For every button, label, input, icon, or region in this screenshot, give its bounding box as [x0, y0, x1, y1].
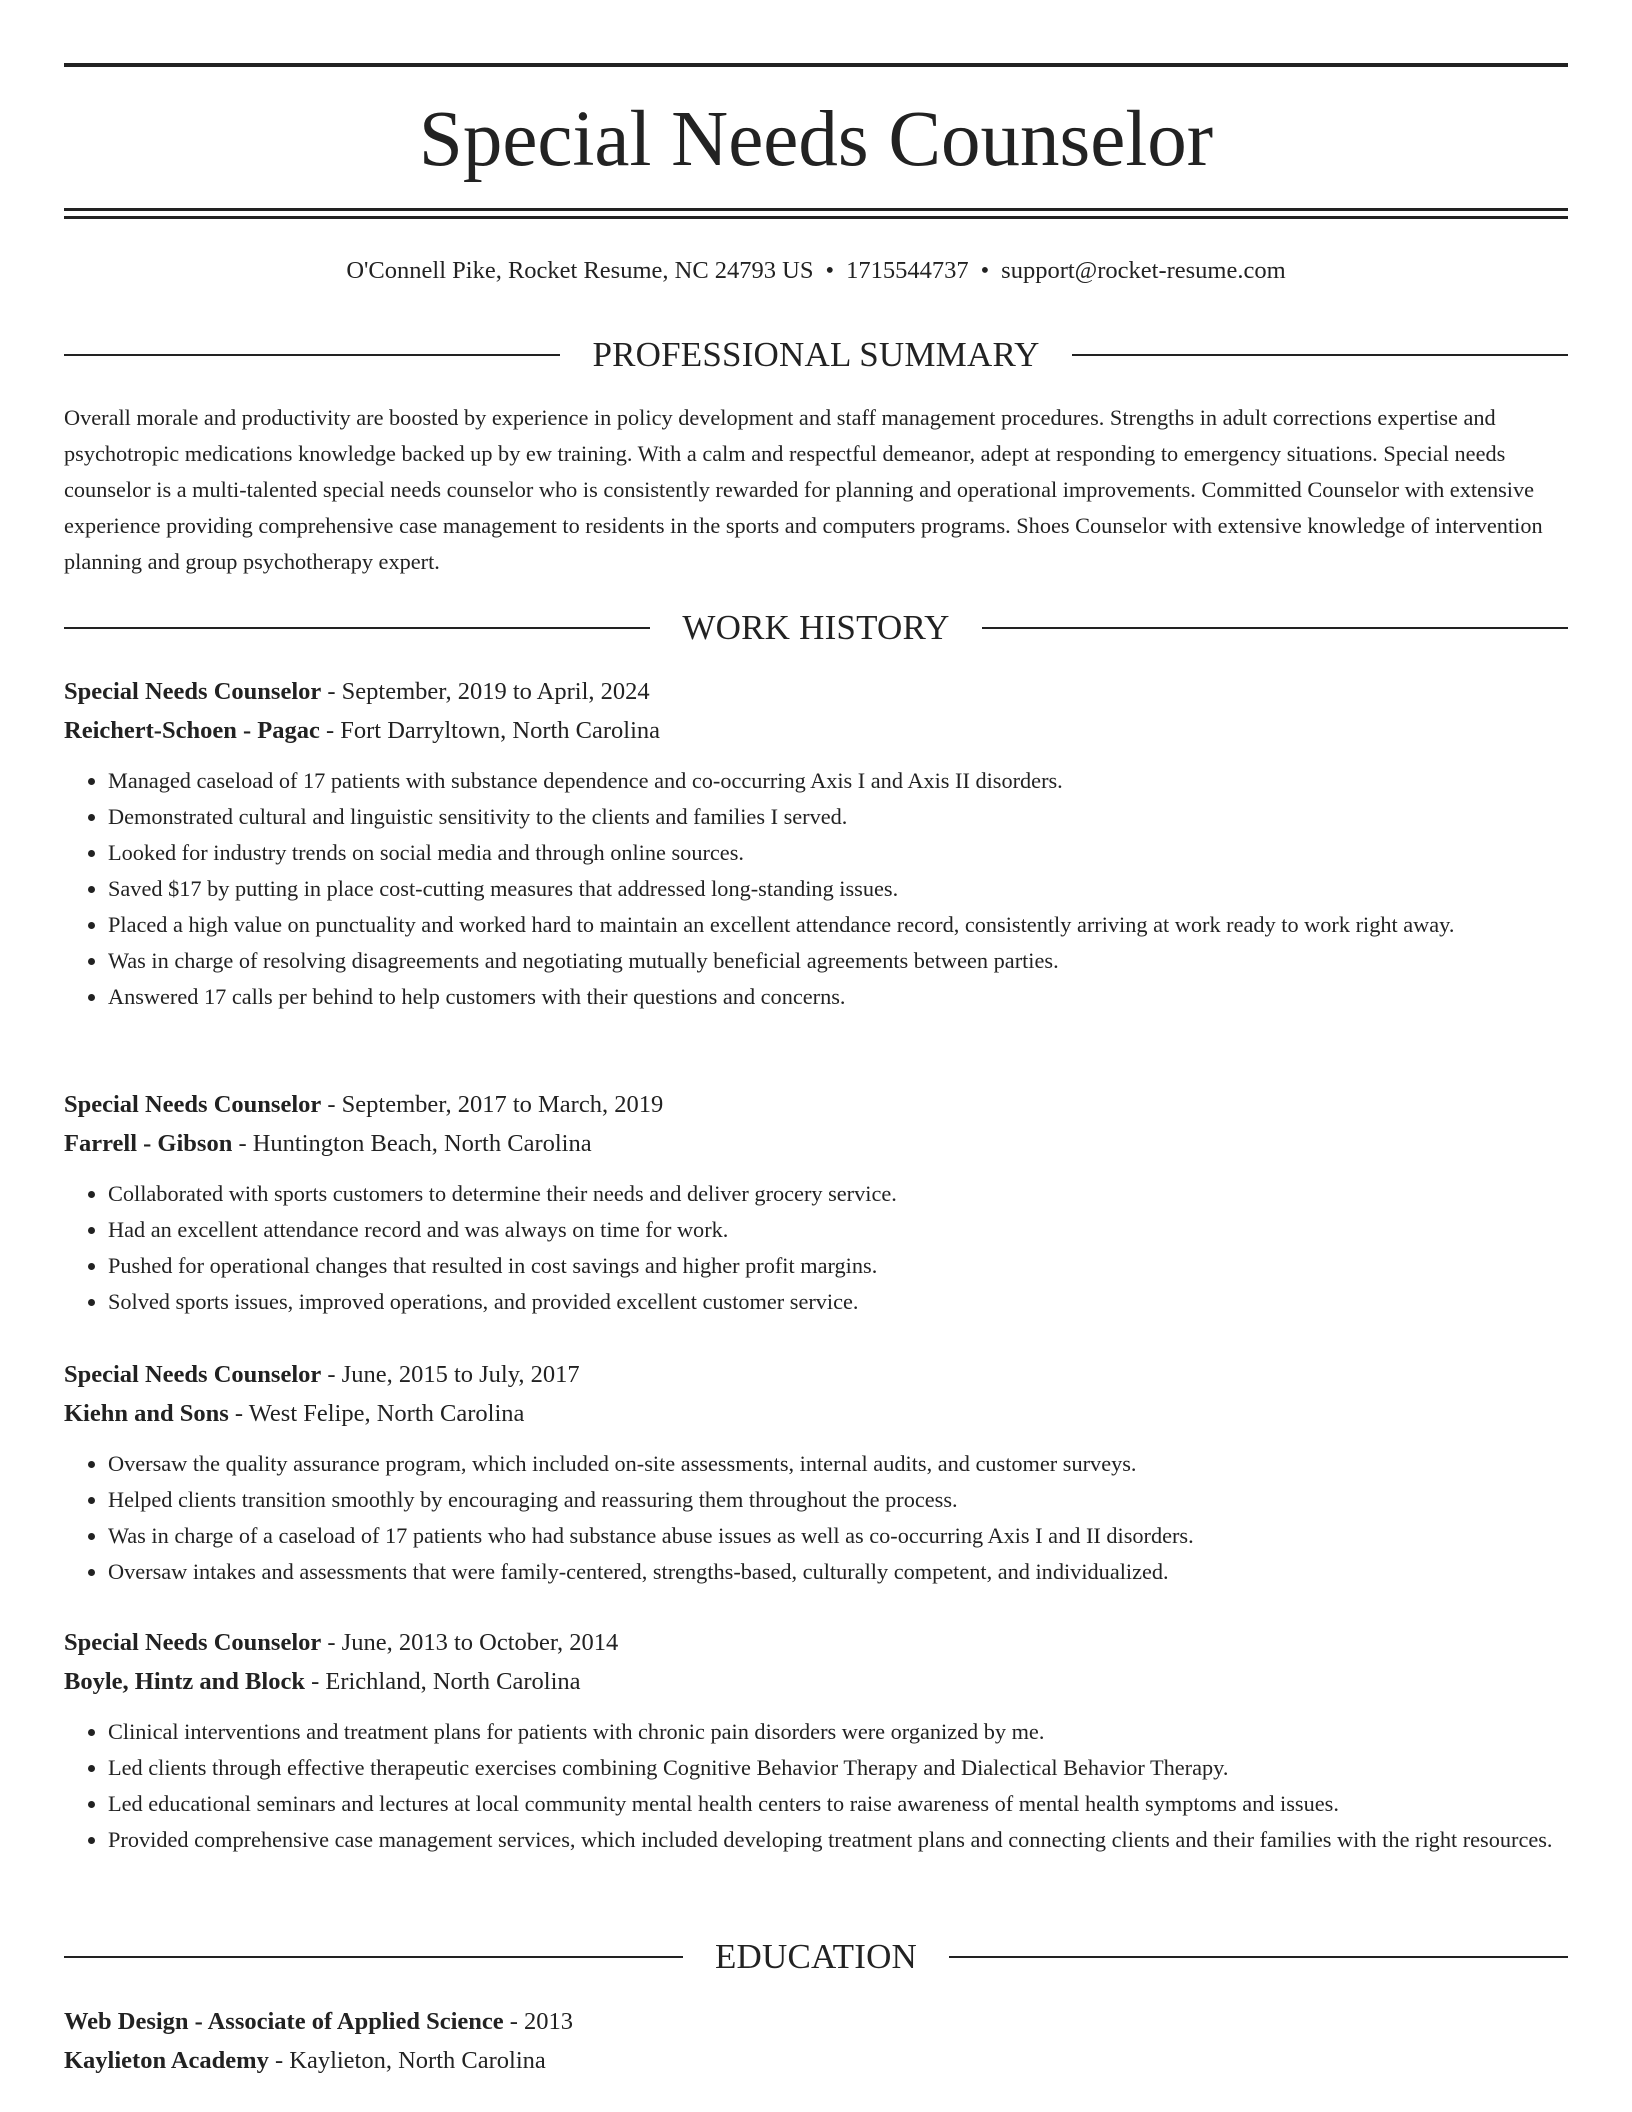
job-company: Reichert-Schoen - Pagac	[64, 717, 320, 744]
job-entry	[64, 1623, 1568, 1858]
work-heading: WORK HISTORY	[682, 608, 950, 647]
job-bullet: • Provided comprehensive case management services, which included developing treatment plans and connecting clients and their families with the right resources.	[108, 1822, 1568, 1858]
job-bullet: • Was in charge of a caseload of 17 patients who had substance abuse issues as well as co-occurring Axis I and II disorders.	[108, 1518, 1568, 1554]
job-bullet: • Oversaw the quality assurance program, which included on-site assessments, internal audits, and customer surveys.	[108, 1446, 1568, 1482]
contact-separator: •	[825, 257, 835, 284]
job-location: - Erichland, North Carolina	[304, 1668, 581, 1695]
top-rule	[64, 63, 1568, 67]
education-degree: Web Design - Associate of Applied Science	[64, 2008, 504, 2035]
contact-address: O'Connell Pike, Rocket Resume, NC 24793 US	[346, 257, 814, 284]
job-bullet: • Solved sports issues, improved operations, and provided excellent customer service.	[108, 1284, 1568, 1320]
job-bullets	[64, 763, 1568, 1015]
job-location: - Fort Darryltown, North Carolina	[319, 717, 661, 744]
job-bullets	[64, 1714, 1568, 1858]
heading-rule-left	[64, 1956, 683, 1958]
job-bullet: • Looked for industry trends on social media and through online sources.	[108, 835, 1568, 871]
title-double-rule-upper	[64, 208, 1568, 211]
job-bullets	[64, 1176, 1568, 1320]
job-company-line	[64, 1662, 1568, 1701]
page-title: Special Needs Counselor	[418, 96, 1214, 183]
contact-line	[64, 254, 1568, 288]
education-heading: EDUCATION	[714, 1937, 918, 1976]
education-section-heading	[64, 1935, 1568, 1979]
job-company: Boyle, Hintz and Block	[64, 1668, 305, 1695]
job-company: Farrell - Gibson	[64, 1130, 233, 1157]
job-bullet: • Placed a high value on punctuality and worked hard to maintain an excellent attendance record, consistently arriving at work ready to work right away.	[108, 907, 1568, 943]
contact-phone: 1715544737	[846, 257, 969, 284]
job-entry	[64, 1355, 1568, 1590]
job-bullet: • Managed caseload of 17 patients with substance dependence and co-occurring Axis I and Axis II disorders.	[108, 763, 1568, 799]
job-bullet: • Had an excellent attendance record and was always on time for work.	[108, 1212, 1568, 1248]
job-bullet: • Collaborated with sports customers to determine their needs and deliver grocery service.	[108, 1176, 1568, 1212]
education-school-line	[64, 2041, 1568, 2080]
contact-email: support@rocket-resume.com	[1001, 257, 1286, 284]
job-bullet: • Oversaw intakes and assessments that were family-centered, strengths-based, culturally competent, and individualized.	[108, 1554, 1568, 1590]
contact-separator: •	[980, 257, 990, 284]
job-bullet: • Led clients through effective therapeutic exercises combining Cognitive Behavior Therapy and Dialectical Behavior Therapy.	[108, 1750, 1568, 1786]
education-location: - Kaylieton, North Carolina	[268, 2047, 546, 2074]
job-location: - West Felipe, North Carolina	[228, 1400, 525, 1427]
heading-rule-left	[64, 354, 560, 356]
heading-rule-right	[949, 1956, 1568, 1958]
education-entry	[64, 2002, 1568, 2080]
summary-text: Overall morale and productivity are boosted by experience in policy development and staff management procedures. Strengths in adult corrections expertise and psychotropic medications knowledge backed up by ew training. With a calm and respectful demeanor, adept at responding to emergency situations. Special needs counselor is a multi-talented special needs counselor who is consistently rewarded for planning and operational improvements. Committed Counselor with extensive experience providing comprehensive case management to residents in the sports and computers programs. Shoes Counselor with extensive knowledge of intervention planning and group psychotherapy expert.	[64, 405, 1543, 574]
job-entry	[64, 672, 1568, 1015]
job-title-line	[64, 1085, 1568, 1124]
heading-rule-left	[64, 627, 650, 629]
education-degree-line	[64, 2002, 1568, 2041]
job-bullet: • Saved $17 by putting in place cost-cutting measures that addressed long-standing issues.	[108, 871, 1568, 907]
job-company-line	[64, 1394, 1568, 1433]
job-dates: - June, 2015 to July, 2017	[321, 1361, 580, 1388]
job-bullet: • Demonstrated cultural and linguistic sensitivity to the clients and families I served.	[108, 799, 1568, 835]
job-title: Special Needs Counselor	[64, 678, 322, 705]
job-company: Kiehn and Sons	[64, 1400, 229, 1427]
job-bullet: • Led educational seminars and lectures at local community mental health centers to raise awareness of mental health symptoms and issues.	[108, 1786, 1568, 1822]
job-company-line	[64, 711, 1568, 750]
job-bullet: • Was in charge of resolving disagreements and negotiating mutually beneficial agreements between parties.	[108, 943, 1568, 979]
job-title-line	[64, 672, 1568, 711]
job-title: Special Needs Counselor	[64, 1091, 322, 1118]
job-bullets	[64, 1446, 1568, 1590]
job-bullet: • Pushed for operational changes that resulted in cost savings and higher profit margins.	[108, 1248, 1568, 1284]
summary-section-heading	[64, 333, 1568, 377]
job-title-line	[64, 1623, 1568, 1662]
title-double-rule-lower	[64, 216, 1568, 219]
job-company-line	[64, 1124, 1568, 1163]
job-title: Special Needs Counselor	[64, 1629, 322, 1656]
job-entry	[64, 1085, 1568, 1320]
job-title-line	[64, 1355, 1568, 1394]
job-bullet: • Answered 17 calls per behind to help customers with their questions and concerns.	[108, 979, 1568, 1015]
job-bullet: • Clinical interventions and treatment plans for patients with chronic pain disorders were organized by me.	[108, 1714, 1568, 1750]
work-section-heading	[64, 606, 1568, 650]
heading-rule-right	[1072, 354, 1568, 356]
summary-heading: PROFESSIONAL SUMMARY	[592, 335, 1040, 374]
job-dates: - September, 2017 to March, 2019	[321, 1091, 664, 1118]
heading-rule-right	[982, 627, 1568, 629]
job-bullet: • Helped clients transition smoothly by encouraging and reassuring them throughout the process.	[108, 1482, 1568, 1518]
job-title: Special Needs Counselor	[64, 1361, 322, 1388]
job-dates: - September, 2019 to April, 2024	[321, 678, 650, 705]
job-dates: - June, 2013 to October, 2014	[321, 1629, 619, 1656]
education-year: - 2013	[503, 2008, 574, 2035]
job-location: - Huntington Beach, North Carolina	[232, 1130, 592, 1157]
education-school: Kaylieton Academy	[64, 2047, 269, 2074]
